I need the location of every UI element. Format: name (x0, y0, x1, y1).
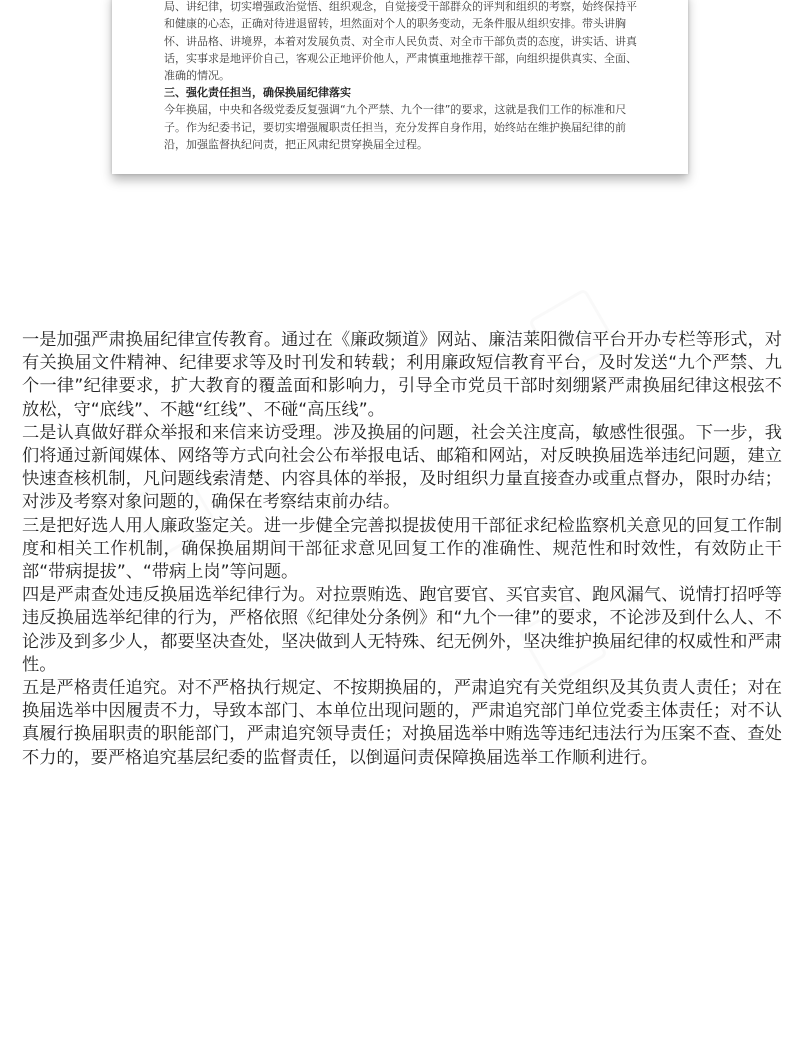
body-paragraph: 五是严格责任追究。对不严格执行规定、不按期换届的，严肃追究有关党组织及其负责人责任；对在换届选举中因履责不力，导致本部门、本单位出现问题的，严肃追究部门单位党委主体责任；对不认真履行换届职责的职能部门，严肃追究领导责任；对换届选举中贿选等违纪违法行为压案不查、查处不力的，要严格追究基层纪委的监督责任，以倒逼问责保障换届选举工作顺利进行。 (22, 678, 782, 768)
document-body (22, 329, 782, 770)
body-paragraph: 二是认真做好群众举报和来信来访受理。涉及换届的问题，社会关注度高，敏感性很强。下一步，我们将通过新闻媒体、网络等方式向社会公布举报电话、邮箱和网站，对反映换届选举违纪问题，建立快速查核机制，凡问题线索清楚、内容具体的举报，及时组织力量直接查办或重点督办，限时办结；对涉及考察对象问题的，确保在考察结束前办结。 (22, 422, 782, 513)
preview-paragraph: 今年换届，中央和各级党委反复强调“九个严禁、九个一律”的要求，这就是我们工作的标准和尺子。作为纪委书记，要切实增强履职责任担当，充分发挥自身作用，始终站在维护换届纪律的前沿，加强监督执纪问责，把正风肃纪贯穿换届全过程。 (164, 103, 627, 151)
body-paragraph: 一是加强严肃换届纪律宣传教育。通过在《廉政频道》网站、廉洁莱阳微信平台开办专栏等形式，对有关换届文件精神、纪律要求等及时刊发和转载；利用廉政短信教育平台，及时发送“九个严禁、九个一律”纪律要求，扩大教育的覆盖面和影响力，引导全市党员干部时刻绷紧严肃换届纪律这根弦不放松，守“底线”、不越“红线”、不碰“高压线”。 (22, 330, 782, 420)
body-paragraph: 三是把好选人用人廉政鉴定关。进一步健全完善拟提拔使用干部征求纪检监察机关意见的回复工作制度和相关工作机制，确保换届期间干部征求意见回复工作的准确性、规范性和时效性，有效防止干部“带病提拔”、“带病上岗”等问题。 (22, 515, 782, 583)
body-paragraph: 四是严肃查处违反换届选举纪律行为。对拉票贿选、跑官要官、买官卖官、跑风漏气、说情打招呼等违反换届选举纪律的行为，严格依照《纪律处分条例》和“九个一律”的要求，不论涉及到什么人、不论涉及到多少人，都要坚决查处，坚决做到人无特殊、纪无例外，坚决维护换届纪律的权威性和严肃性。 (22, 585, 782, 675)
document-preview-card (112, 0, 688, 174)
preview-paragraph: 局、讲纪律，切实增强政治觉悟、组织观念，自觉接受干部群众的评判和组织的考察，始终保持平和健康的心态，正确对待进退留转，坦然面对个人的职务变动，无条件服从组织安排。带头讲胸怀、讲品格、讲境界，本着对发展负责、对全市人民负责、对全市干部负责的态度，讲实话、讲真话，实事求是地评价自己，客观公正地评价他人，严肃慎重地推荐干部，向组织提供真实、全面、准确的情况。 (164, 0, 637, 83)
preview-section-heading: 三、强化责任担当，确保换届纪律落实 (164, 86, 351, 100)
preview-content (164, 0, 644, 153)
